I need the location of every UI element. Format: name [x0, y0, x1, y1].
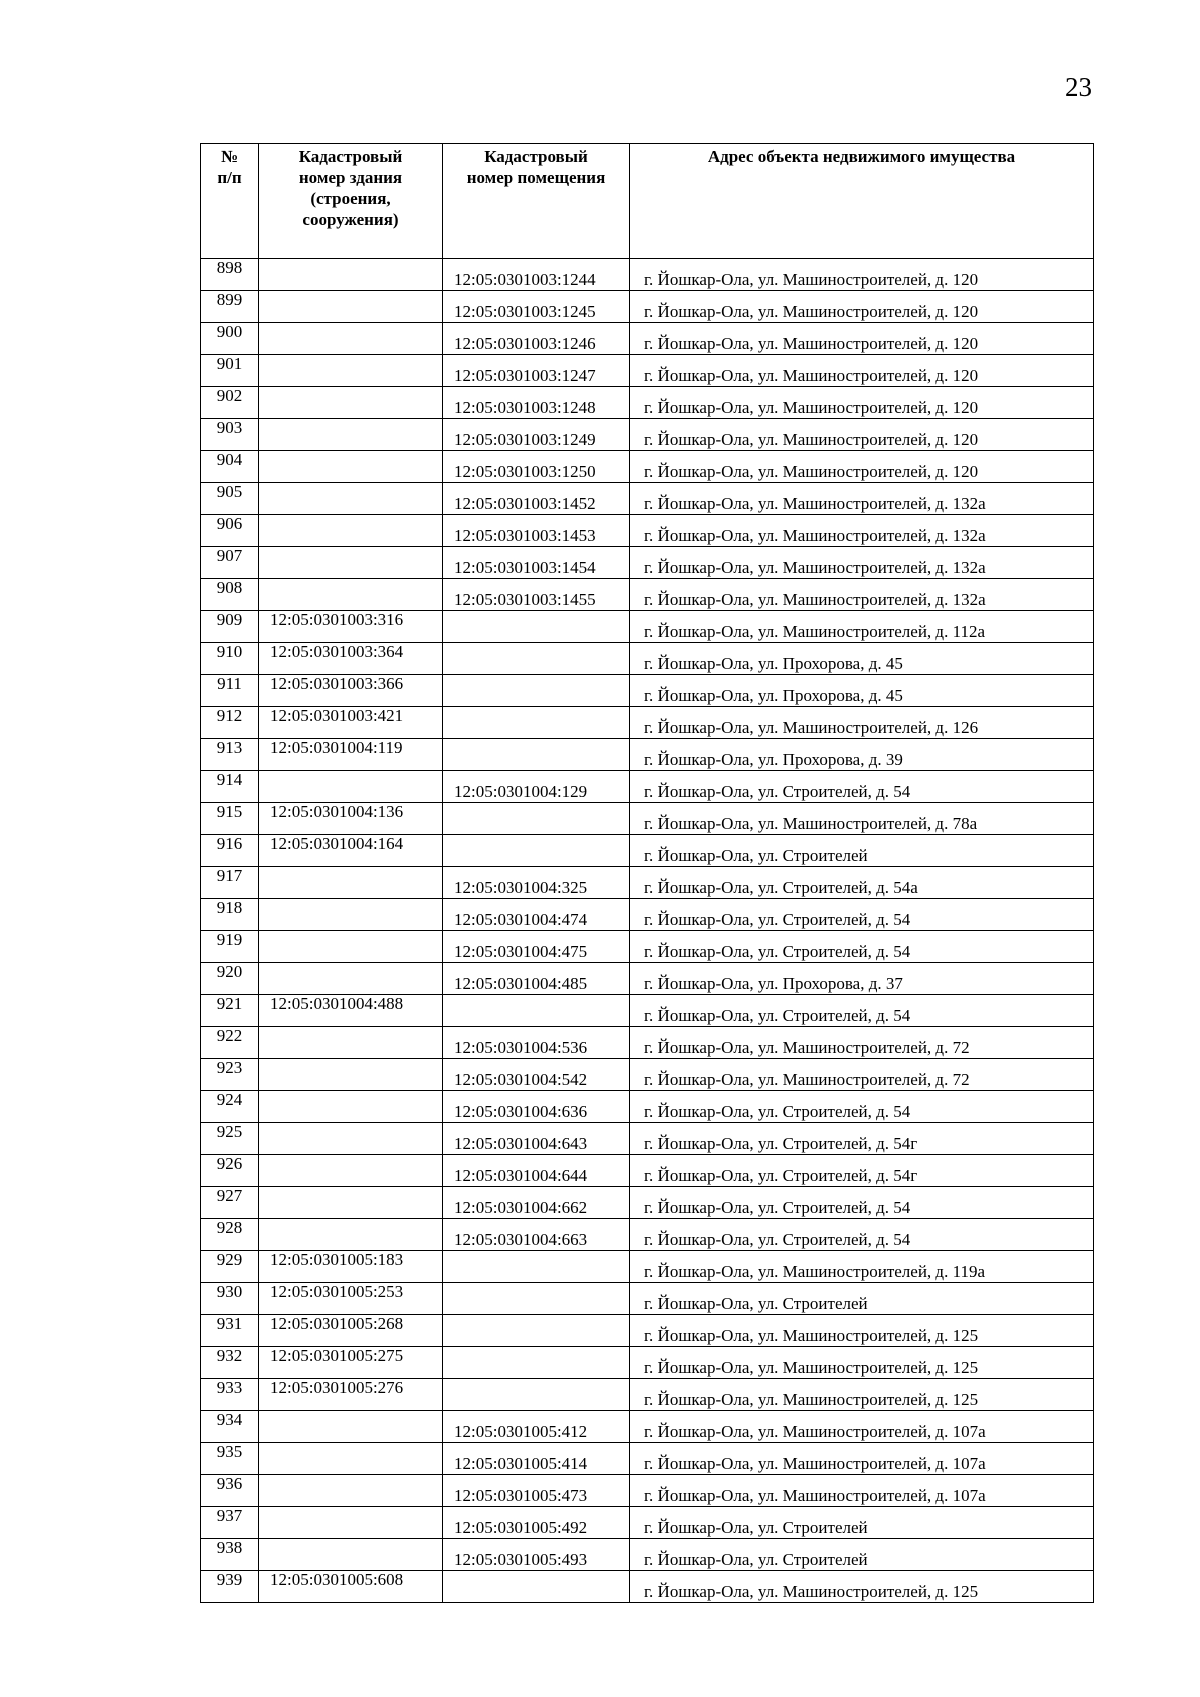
premises-cadastral-cell: 12:05:0301003:1454: [443, 547, 630, 579]
page-number: 23: [1065, 72, 1092, 102]
table-row: [201, 1219, 1094, 1251]
address-cell: г. Йошкар-Ола, ул. Строителей: [630, 1539, 1094, 1571]
premises-cadastral-cell: [443, 1347, 630, 1379]
building-cadastral-cell: [259, 419, 443, 451]
header-address-text: Адрес объекта недвижимого имущества: [707, 147, 1016, 166]
row-number-cell: 937: [201, 1507, 259, 1539]
address-cell: г. Йошкар-Ола, ул. Машиностроителей, д. 132а: [630, 547, 1094, 579]
address-cell: г. Йошкар-Ола, ул. Машиностроителей, д. 119а: [630, 1251, 1094, 1283]
building-cadastral-cell: 12:05:0301003:421: [259, 707, 443, 739]
row-number-cell: 933: [201, 1379, 259, 1411]
address-cell: г. Йошкар-Ола, ул. Машиностроителей, д. 132а: [630, 483, 1094, 515]
table-row: [201, 611, 1094, 643]
table-row: [201, 1251, 1094, 1283]
table-row: [201, 803, 1094, 835]
building-cadastral-cell: [259, 867, 443, 899]
address-cell: г. Йошкар-Ола, ул. Строителей, д. 54: [630, 1219, 1094, 1251]
table-row: [201, 1379, 1094, 1411]
row-number-cell: 921: [201, 995, 259, 1027]
row-number-cell: 932: [201, 1347, 259, 1379]
table-row: [201, 1187, 1094, 1219]
building-cadastral-cell: [259, 579, 443, 611]
row-number-cell: 910: [201, 643, 259, 675]
premises-cadastral-cell: 12:05:0301005:493: [443, 1539, 630, 1571]
building-cadastral-cell: 12:05:0301003:366: [259, 675, 443, 707]
header-premises-cadastral: [443, 144, 630, 259]
premises-cadastral-cell: 12:05:0301003:1452: [443, 483, 630, 515]
building-cadastral-cell: [259, 1091, 443, 1123]
address-cell: г. Йошкар-Ола, ул. Прохорова, д. 37: [630, 963, 1094, 995]
premises-cadastral-cell: 12:05:0301003:1453: [443, 515, 630, 547]
premises-cadastral-cell: 12:05:0301004:636: [443, 1091, 630, 1123]
row-number-cell: 924: [201, 1091, 259, 1123]
address-cell: г. Йошкар-Ола, ул. Машиностроителей, д. 120: [630, 355, 1094, 387]
building-cadastral-cell: [259, 1507, 443, 1539]
building-cadastral-cell: 12:05:0301005:608: [259, 1571, 443, 1603]
building-cadastral-cell: 12:05:0301004:119: [259, 739, 443, 771]
header-num: [201, 144, 259, 259]
table-row: [201, 1347, 1094, 1379]
table-row: [201, 579, 1094, 611]
row-number-cell: 909: [201, 611, 259, 643]
table-row: [201, 1475, 1094, 1507]
address-cell: г. Йошкар-Ола, ул. Машиностроителей, д. 132а: [630, 579, 1094, 611]
address-cell: г. Йошкар-Ола, ул. Строителей, д. 54: [630, 995, 1094, 1027]
row-number-cell: 912: [201, 707, 259, 739]
table-row: [201, 771, 1094, 803]
table-row: [201, 1123, 1094, 1155]
row-number-cell: 918: [201, 899, 259, 931]
premises-cadastral-cell: [443, 1283, 630, 1315]
address-cell: г. Йошкар-Ола, ул. Машиностроителей, д. 72: [630, 1027, 1094, 1059]
table-row: [201, 1027, 1094, 1059]
premises-cadastral-cell: [443, 835, 630, 867]
premises-cadastral-cell: 12:05:0301003:1247: [443, 355, 630, 387]
table-row: [201, 291, 1094, 323]
building-cadastral-cell: [259, 1059, 443, 1091]
table-row: [201, 1315, 1094, 1347]
row-number-cell: 930: [201, 1283, 259, 1315]
address-cell: г. Йошкар-Ола, ул. Прохорова, д. 45: [630, 643, 1094, 675]
building-cadastral-cell: 12:05:0301003:364: [259, 643, 443, 675]
premises-cadastral-cell: 12:05:0301004:485: [443, 963, 630, 995]
building-cadastral-cell: [259, 291, 443, 323]
premises-cadastral-cell: 12:05:0301004:325: [443, 867, 630, 899]
address-cell: г. Йошкар-Ола, ул. Прохорова, д. 45: [630, 675, 1094, 707]
building-cadastral-cell: [259, 963, 443, 995]
building-cadastral-cell: [259, 1475, 443, 1507]
row-number-cell: 899: [201, 291, 259, 323]
table-row: [201, 451, 1094, 483]
building-cadastral-cell: 12:05:0301004:488: [259, 995, 443, 1027]
table-row: [201, 963, 1094, 995]
premises-cadastral-cell: [443, 803, 630, 835]
address-cell: г. Йошкар-Ола, ул. Машиностроителей, д. 120: [630, 291, 1094, 323]
building-cadastral-cell: [259, 483, 443, 515]
row-number-cell: 914: [201, 771, 259, 803]
building-cadastral-cell: [259, 1027, 443, 1059]
table-row: [201, 547, 1094, 579]
building-cadastral-cell: 12:05:0301005:183: [259, 1251, 443, 1283]
building-cadastral-cell: 12:05:0301003:316: [259, 611, 443, 643]
table-row: [201, 739, 1094, 771]
table-row: [201, 1571, 1094, 1603]
address-cell: г. Йошкар-Ола, ул. Машиностроителей, д. 132а: [630, 515, 1094, 547]
premises-cadastral-cell: 12:05:0301005:412: [443, 1411, 630, 1443]
premises-cadastral-cell: 12:05:0301003:1245: [443, 291, 630, 323]
table-row: [201, 515, 1094, 547]
address-cell: г. Йошкар-Ола, ул. Строителей, д. 54: [630, 899, 1094, 931]
premises-cadastral-cell: 12:05:0301003:1249: [443, 419, 630, 451]
address-cell: г. Йошкар-Ола, ул. Машиностроителей, д. 125: [630, 1347, 1094, 1379]
address-cell: г. Йошкар-Ола, ул. Машиностроителей, д. 125: [630, 1315, 1094, 1347]
table-row: [201, 899, 1094, 931]
address-cell: г. Йошкар-Ола, ул. Машиностроителей, д. 72: [630, 1059, 1094, 1091]
header-premises-text: Кадастровый номер помещения: [466, 147, 606, 187]
premises-cadastral-cell: 12:05:0301004:644: [443, 1155, 630, 1187]
address-cell: г. Йошкар-Ола, ул. Строителей, д. 54: [630, 931, 1094, 963]
table-row: [201, 1059, 1094, 1091]
address-cell: г. Йошкар-Ола, ул. Машиностроителей, д. 120: [630, 387, 1094, 419]
premises-cadastral-cell: 12:05:0301004:474: [443, 899, 630, 931]
premises-cadastral-cell: 12:05:0301003:1248: [443, 387, 630, 419]
table-row: [201, 867, 1094, 899]
premises-cadastral-cell: [443, 611, 630, 643]
table-row: [201, 707, 1094, 739]
table-row: [201, 1091, 1094, 1123]
table-row: [201, 675, 1094, 707]
building-cadastral-cell: [259, 515, 443, 547]
building-cadastral-cell: [259, 259, 443, 291]
premises-cadastral-cell: 12:05:0301004:662: [443, 1187, 630, 1219]
building-cadastral-cell: [259, 1155, 443, 1187]
row-number-cell: 898: [201, 259, 259, 291]
row-number-cell: 907: [201, 547, 259, 579]
premises-cadastral-cell: 12:05:0301003:1250: [443, 451, 630, 483]
row-number-cell: 913: [201, 739, 259, 771]
header-address: [630, 144, 1094, 259]
premises-cadastral-cell: 12:05:0301004:542: [443, 1059, 630, 1091]
premises-cadastral-cell: [443, 739, 630, 771]
header-building-text: Кадастровый номер здания (строения, сооружения): [298, 147, 403, 229]
row-number-cell: 929: [201, 1251, 259, 1283]
table-row: [201, 995, 1094, 1027]
table-row: [201, 1155, 1094, 1187]
premises-cadastral-cell: [443, 1379, 630, 1411]
row-number-cell: 923: [201, 1059, 259, 1091]
premises-cadastral-cell: 12:05:0301003:1246: [443, 323, 630, 355]
table-row: [201, 355, 1094, 387]
row-number-cell: 903: [201, 419, 259, 451]
building-cadastral-cell: [259, 355, 443, 387]
address-cell: г. Йошкар-Ола, ул. Машиностроителей, д. 120: [630, 259, 1094, 291]
building-cadastral-cell: [259, 323, 443, 355]
row-number-cell: 900: [201, 323, 259, 355]
building-cadastral-cell: [259, 771, 443, 803]
address-cell: г. Йошкар-Ола, ул. Строителей, д. 54: [630, 1091, 1094, 1123]
address-cell: г. Йошкар-Ола, ул. Строителей: [630, 835, 1094, 867]
row-number-cell: 934: [201, 1411, 259, 1443]
building-cadastral-cell: 12:05:0301005:276: [259, 1379, 443, 1411]
address-cell: г. Йошкар-Ола, ул. Строителей, д. 54: [630, 1187, 1094, 1219]
building-cadastral-cell: [259, 1411, 443, 1443]
address-cell: г. Йошкар-Ола, ул. Прохорова, д. 39: [630, 739, 1094, 771]
premises-cadastral-cell: 12:05:0301003:1455: [443, 579, 630, 611]
address-cell: г. Йошкар-Ола, ул. Машиностроителей, д. 125: [630, 1571, 1094, 1603]
table-row: [201, 1411, 1094, 1443]
table-row: [201, 323, 1094, 355]
premises-cadastral-cell: 12:05:0301005:492: [443, 1507, 630, 1539]
building-cadastral-cell: 12:05:0301005:275: [259, 1347, 443, 1379]
premises-cadastral-cell: 12:05:0301004:643: [443, 1123, 630, 1155]
row-number-cell: 931: [201, 1315, 259, 1347]
row-number-cell: 922: [201, 1027, 259, 1059]
address-cell: г. Йошкар-Ола, ул. Строителей, д. 54: [630, 771, 1094, 803]
row-number-cell: 920: [201, 963, 259, 995]
address-cell: г. Йошкар-Ола, ул. Машиностроителей, д. 112а: [630, 611, 1094, 643]
row-number-cell: 939: [201, 1571, 259, 1603]
row-number-cell: 908: [201, 579, 259, 611]
address-cell: г. Йошкар-Ола, ул. Машиностроителей, д. 120: [630, 323, 1094, 355]
row-number-cell: 936: [201, 1475, 259, 1507]
premises-cadastral-cell: [443, 995, 630, 1027]
building-cadastral-cell: [259, 1187, 443, 1219]
building-cadastral-cell: 12:05:0301005:268: [259, 1315, 443, 1347]
premises-cadastral-cell: [443, 707, 630, 739]
building-cadastral-cell: [259, 1123, 443, 1155]
property-registry-table: [200, 143, 1094, 1603]
table-row: [201, 1507, 1094, 1539]
address-cell: г. Йошкар-Ола, ул. Машиностроителей, д. 120: [630, 419, 1094, 451]
premises-cadastral-cell: 12:05:0301004:129: [443, 771, 630, 803]
table-row: [201, 1539, 1094, 1571]
row-number-cell: 917: [201, 867, 259, 899]
table-body: [201, 259, 1094, 1603]
table-row: [201, 1443, 1094, 1475]
table-row: [201, 1283, 1094, 1315]
address-cell: г. Йошкар-Ола, ул. Строителей: [630, 1283, 1094, 1315]
building-cadastral-cell: [259, 451, 443, 483]
row-number-cell: 928: [201, 1219, 259, 1251]
building-cadastral-cell: [259, 387, 443, 419]
address-cell: г. Йошкар-Ола, ул. Машиностроителей, д. 107а: [630, 1443, 1094, 1475]
row-number-cell: 925: [201, 1123, 259, 1155]
row-number-cell: 935: [201, 1443, 259, 1475]
address-cell: г. Йошкар-Ола, ул. Машиностроителей, д. 78а: [630, 803, 1094, 835]
row-number-cell: 919: [201, 931, 259, 963]
building-cadastral-cell: 12:05:0301005:253: [259, 1283, 443, 1315]
row-number-cell: 926: [201, 1155, 259, 1187]
address-cell: г. Йошкар-Ола, ул. Машиностроителей, д. 107а: [630, 1411, 1094, 1443]
row-number-cell: 927: [201, 1187, 259, 1219]
address-cell: г. Йошкар-Ола, ул. Машиностроителей, д. 125: [630, 1379, 1094, 1411]
table-row: [201, 643, 1094, 675]
address-cell: г. Йошкар-Ола, ул. Машиностроителей, д. 120: [630, 451, 1094, 483]
premises-cadastral-cell: [443, 1571, 630, 1603]
building-cadastral-cell: [259, 1539, 443, 1571]
premises-cadastral-cell: [443, 675, 630, 707]
premises-cadastral-cell: 12:05:0301004:663: [443, 1219, 630, 1251]
row-number-cell: 905: [201, 483, 259, 515]
header-num-text: № п/п: [217, 147, 242, 187]
row-number-cell: 938: [201, 1539, 259, 1571]
building-cadastral-cell: [259, 1443, 443, 1475]
building-cadastral-cell: [259, 931, 443, 963]
address-cell: г. Йошкар-Ола, ул. Машиностроителей, д. 126: [630, 707, 1094, 739]
address-cell: г. Йошкар-Ола, ул. Строителей: [630, 1507, 1094, 1539]
premises-cadastral-cell: 12:05:0301005:473: [443, 1475, 630, 1507]
row-number-cell: 906: [201, 515, 259, 547]
table-row: [201, 419, 1094, 451]
row-number-cell: 915: [201, 803, 259, 835]
row-number-cell: 901: [201, 355, 259, 387]
address-cell: г. Йошкар-Ола, ул. Строителей, д. 54г: [630, 1123, 1094, 1155]
row-number-cell: 916: [201, 835, 259, 867]
premises-cadastral-cell: 12:05:0301004:536: [443, 1027, 630, 1059]
header-building-cadastral: [259, 144, 443, 259]
address-cell: г. Йошкар-Ола, ул. Машиностроителей, д. 107а: [630, 1475, 1094, 1507]
table-row: [201, 259, 1094, 291]
table-row: [201, 835, 1094, 867]
row-number-cell: 904: [201, 451, 259, 483]
premises-cadastral-cell: [443, 1315, 630, 1347]
row-number-cell: 902: [201, 387, 259, 419]
building-cadastral-cell: [259, 547, 443, 579]
premises-cadastral-cell: 12:05:0301004:475: [443, 931, 630, 963]
table-row: [201, 387, 1094, 419]
building-cadastral-cell: 12:05:0301004:164: [259, 835, 443, 867]
premises-cadastral-cell: [443, 643, 630, 675]
building-cadastral-cell: [259, 899, 443, 931]
premises-cadastral-cell: [443, 1251, 630, 1283]
building-cadastral-cell: [259, 1219, 443, 1251]
table-header-row: [201, 144, 1094, 259]
address-cell: г. Йошкар-Ола, ул. Строителей, д. 54а: [630, 867, 1094, 899]
premises-cadastral-cell: 12:05:0301005:414: [443, 1443, 630, 1475]
table-row: [201, 483, 1094, 515]
table-row: [201, 931, 1094, 963]
premises-cadastral-cell: 12:05:0301003:1244: [443, 259, 630, 291]
address-cell: г. Йошкар-Ола, ул. Строителей, д. 54г: [630, 1155, 1094, 1187]
building-cadastral-cell: 12:05:0301004:136: [259, 803, 443, 835]
row-number-cell: 911: [201, 675, 259, 707]
